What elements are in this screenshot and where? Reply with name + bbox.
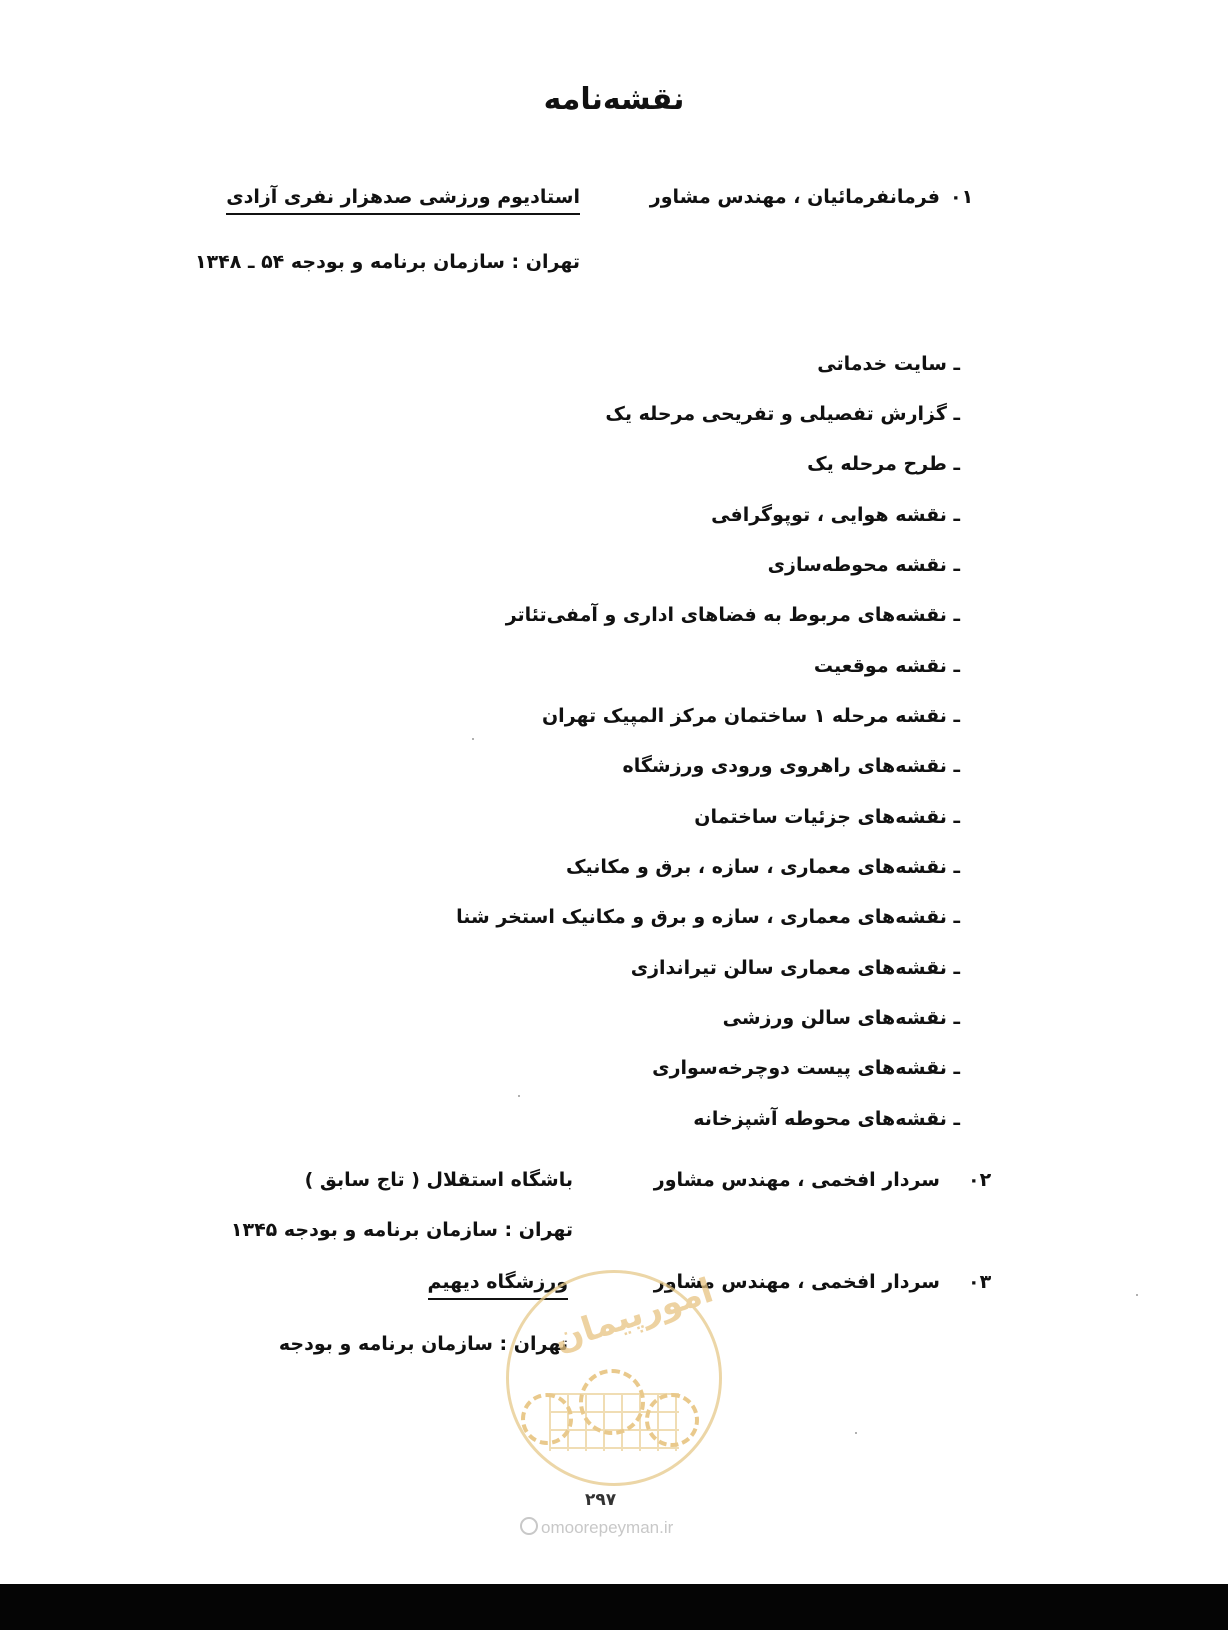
entry-publication: تهران : سازمان برنامه و بودجه ۱۳۴۵ (230, 1219, 573, 1241)
list-item: ـ نقشه‌های معماری سالن تیراندازی (630, 957, 960, 979)
list-item: ـ طرح مرحله یک (807, 453, 960, 475)
list-item: ـ نقشه‌های پیست دوچرخه‌سواری (652, 1057, 960, 1079)
copyright-icon (520, 1517, 538, 1535)
list-item: ـ نقشه هوایی ، توپوگرافی (711, 504, 960, 526)
watermark-seal (506, 1270, 722, 1486)
entry-work-title: باشگاه استقلال ( تاج سابق ) (304, 1169, 573, 1191)
list-item: ـ نقشه‌های جزئیات ساختمان (694, 806, 960, 828)
entry-publication: تهران : سازمان برنامه و بودجه ۵۴ ـ ۱۳۴۸ (194, 251, 580, 273)
gear-icon (645, 1393, 699, 1447)
bottom-black-bar (0, 1584, 1228, 1630)
list-item: ـ سایت خدماتی (817, 353, 960, 375)
watermark-site (520, 1517, 673, 1538)
gear-icon (579, 1369, 645, 1435)
list-item: ـ نقشه‌های محوطه آشپزخانه (693, 1108, 960, 1130)
list-item: ـ نقشه‌های راهروی ورودی ورزشگاه (622, 755, 960, 777)
entry-publication: تهران : سازمان برنامه و بودجه (278, 1333, 568, 1355)
list-item: ـ نقشه محوطه‌سازی (767, 554, 960, 576)
entry-work-title: استادیوم ورزشی صدهزار نفری آزادی (226, 185, 580, 215)
scan-speck (855, 1432, 857, 1434)
entry-number: ۰۱ (950, 186, 974, 208)
entry-author: فرمانفرمائیان ، مهندس مشاور (649, 186, 940, 208)
list-item: ـ نقشه موقعیت (813, 655, 960, 677)
entry-work-title: ورزشگاه دیهیم (428, 1270, 568, 1300)
list-item: ـ نقشه‌های مربوط به فضاهای اداری و آمفی‌تئاتر (505, 604, 960, 626)
entry-number: ۰۲ (968, 1169, 992, 1191)
gear-icon (521, 1393, 573, 1445)
page-number: ۲۹۷ (585, 1490, 617, 1510)
entry-author: سردار افخمی ، مهندس مشاور (653, 1169, 940, 1191)
list-item: ـ نقشه مرحله ۱ ساختمان مرکز المپیک تهران (541, 705, 960, 727)
entry-author: سردار افخمی ، مهندس مشاور (653, 1271, 940, 1293)
entry-number: ۰۳ (968, 1271, 992, 1293)
list-item: ـ نقشه‌های معماری ، سازه ، برق و مکانیک (566, 856, 960, 878)
scan-speck (1136, 1294, 1138, 1296)
list-item: ـ نقشه‌های معماری ، سازه و برق و مکانیک استخر شنا (456, 906, 960, 928)
watermark-site-text: omoorepeyman.ir (541, 1518, 674, 1537)
scan-speck (472, 738, 474, 740)
page-title: نقشه‌نامه (543, 82, 685, 117)
list-item: ـ گزارش تفصیلی و تفریحی مرحله یک (605, 403, 960, 425)
watermark-logo-text: امورپیمان (548, 1270, 718, 1360)
list-item: ـ نقشه‌های سالن ورزشی (722, 1007, 960, 1029)
scan-speck (518, 1095, 520, 1097)
